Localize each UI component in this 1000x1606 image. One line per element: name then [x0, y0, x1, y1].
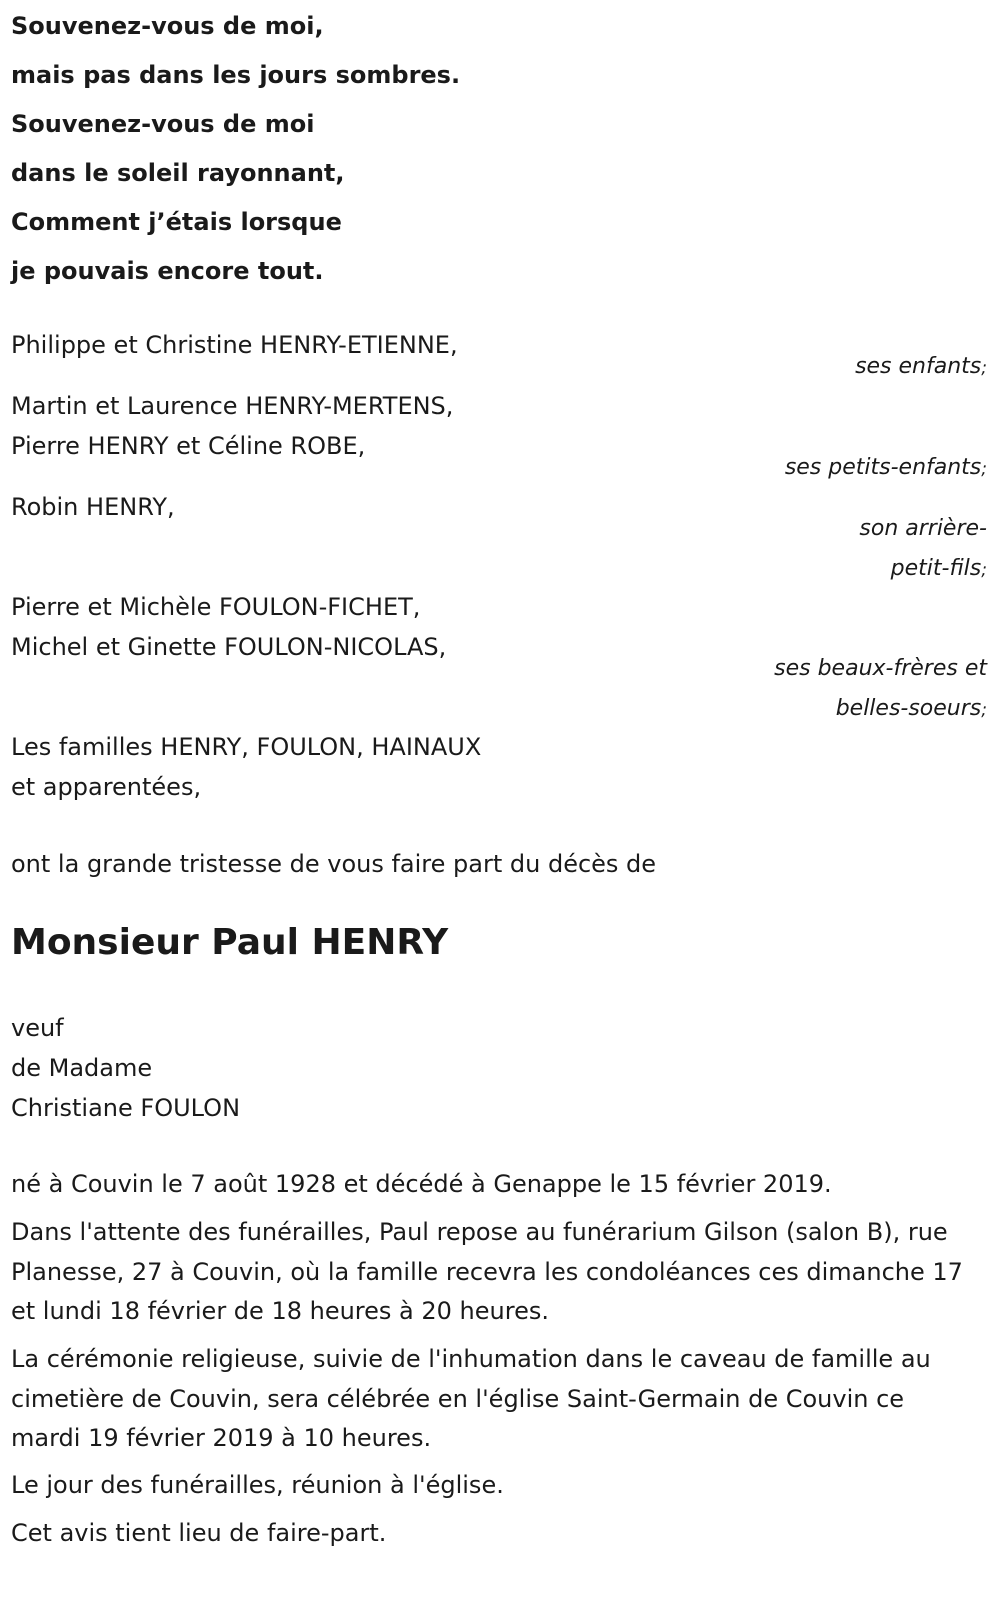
relation-role: son arrière- petit-fils; — [859, 516, 987, 581]
family-group-in-laws — [11, 587, 987, 727]
family-name: Les familles HENRY, FOULON, HAINAUX — [11, 733, 482, 761]
visitation-paragraph: Dans l'attente des funérailles, Paul repose au funérarium Gilson (salon B), rue Planesse, 27 à Couvin, où la famille recevra les condoléances ces dimanche 17 et lundi 18 février de 18 heures à 20 heures. — [11, 1218, 963, 1325]
widower-info — [11, 1008, 987, 1128]
poem-line: mais pas dans les jours sombres. — [11, 61, 461, 89]
widower-line: Christiane FOULON — [11, 1094, 241, 1122]
family-group-great-grandchild — [11, 487, 987, 587]
widower-line: veuf — [11, 1014, 64, 1042]
poem-line: Comment j’étais lorsque — [11, 208, 342, 236]
poem-line: je pouvais encore tout. — [11, 257, 324, 285]
family-name: Pierre et Michèle FOULON-FICHET, — [11, 593, 421, 621]
poem-line: dans le soleil rayonnant, — [11, 159, 345, 187]
meeting-paragraph: Le jour des funérailles, réunion à l'église. — [11, 1471, 504, 1499]
relation-role: ses enfants; — [855, 354, 987, 379]
family-name: Pierre HENRY et Céline ROBE, — [11, 432, 366, 460]
family-name: et apparentées, — [11, 773, 202, 801]
family-group-children — [11, 325, 987, 385]
ceremony-paragraph: La cérémonie religieuse, suivie de l'inhumation dans le caveau de famille au cimetière de Couvin, sera célébrée en l'église Saint-Germain de Couvin ce mardi 19 février 2019 à 10 heures. — [11, 1345, 931, 1452]
family-name: Robin HENRY, — [11, 493, 175, 521]
birth-death-paragraph: né à Couvin le 7 août 1928 et décédé à Genappe le 15 février 2019. — [11, 1170, 832, 1198]
poem-line: Souvenez-vous de moi — [11, 110, 315, 138]
family-name: Martin et Laurence HENRY-MERTENS, — [11, 392, 454, 420]
family-group-relatives — [11, 727, 987, 807]
notice-paragraph: Cet avis tient lieu de faire-part. — [11, 1519, 387, 1547]
announcement-text: ont la grande tristesse de vous faire part du décès de — [11, 850, 657, 878]
relation-role: ses petits-enfants; — [784, 455, 987, 480]
poem — [11, 2, 460, 296]
family-name: Philippe et Christine HENRY-ETIENNE, — [11, 331, 458, 359]
family-name: Michel et Ginette FOULON-NICOLAS, — [11, 633, 447, 661]
relation-role: ses beaux-frères et belles-soeurs; — [774, 656, 987, 721]
family-group-grandchildren — [11, 386, 987, 486]
widower-line: de Madame — [11, 1054, 153, 1082]
deceased-name: Monsieur Paul HENRY — [11, 922, 449, 963]
poem-line: Souvenez-vous de moi, — [11, 12, 324, 40]
